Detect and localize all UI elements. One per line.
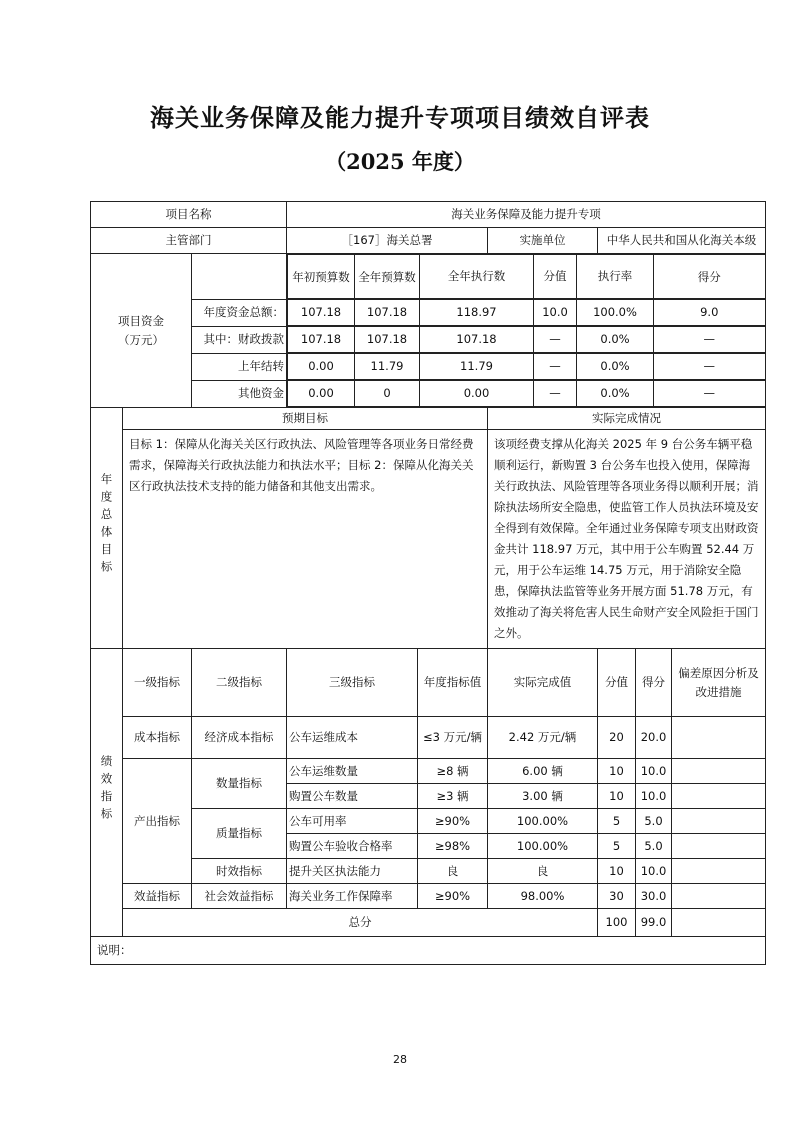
perf-l3: 公车可用率: [287, 809, 418, 834]
goals-expected-header: 预期目标: [123, 408, 488, 430]
goals-actual-header: 实际完成情况: [488, 408, 766, 430]
perf-header-actual: 实际完成值: [488, 649, 598, 717]
perf-l2: 社会效益指标: [192, 884, 287, 909]
funds-cell: —: [534, 327, 577, 353]
funds-header: 执行率: [577, 255, 654, 299]
perf-l3: 海关业务工作保障率: [287, 884, 418, 909]
impl-value: 中华人民共和国从化海关本级: [598, 228, 766, 254]
perf-header-l3: 三级指标: [287, 649, 418, 717]
funds-header: 全年执行数: [420, 255, 534, 299]
perf-header-score: 分值: [598, 649, 636, 717]
funds-cell: 107.18: [355, 327, 420, 353]
perf-reason: [672, 759, 766, 784]
funds-row-name: 其他资金: [192, 380, 287, 408]
funds-cell: 107.18: [288, 327, 355, 353]
funds-cell: 11.79: [420, 354, 534, 380]
funds-cell: —: [654, 327, 766, 353]
funds-cell: 0.0%: [577, 327, 654, 353]
funds-cell: 0.0%: [577, 381, 654, 407]
perf-header-got: 得分: [636, 649, 672, 717]
funds-header: 年初预算数: [288, 255, 355, 299]
total-score: 100: [598, 909, 636, 937]
perf-l2: 数量指标: [192, 759, 287, 809]
perf-l2: 时效指标: [192, 859, 287, 884]
funds-cell: 11.79: [355, 354, 420, 380]
perf-score: 5: [598, 809, 636, 834]
funds-row-wrap: [287, 326, 766, 353]
perf-reason: [672, 884, 766, 909]
funds-cell: 0.0%: [577, 354, 654, 380]
funds-header: 得分: [654, 255, 766, 299]
perf-actual: 6.00 辆: [488, 759, 598, 784]
document-subtitle: （2025 年度）: [325, 149, 475, 174]
perf-actual: 2.42 万元/辆: [488, 717, 598, 759]
funds-cell: —: [654, 381, 766, 407]
perf-l3: 购置公车数量: [287, 784, 418, 809]
perf-actual: 100.00%: [488, 834, 598, 859]
perf-l1: 成本指标: [123, 717, 192, 759]
funds-cell: 9.0: [654, 300, 766, 326]
perf-target: 良: [418, 859, 488, 884]
perf-score: 10: [598, 784, 636, 809]
funds-cell: 0.00: [420, 381, 534, 407]
funds-header: 分值: [534, 255, 577, 299]
perf-got: 30.0: [636, 884, 672, 909]
perf-l3: 公车运维数量: [287, 759, 418, 784]
funds-row-name: 年度资金总额：: [192, 299, 287, 326]
perf-reason: [672, 859, 766, 884]
perf-reason: [672, 809, 766, 834]
funds-label: 项目资金 （万元）: [91, 254, 192, 408]
goals-actual-text: 该项经费支撑从化海关 2025 年 9 台公务车辆平稳顺利运行，新购置 3 台公务车也投入使用，保障海关行政执法、风险管理等各项业务得以顺利开展；消除执法场所安全隐患，使监管工作人员执法环境及安全得到有效保障。全年通过业务保障专项支出财政资金共计 118.97 万元，其中用于公车购置 52.44 万元，用于公车运维 14.75 万元，用于消除安全隐患，保障执法监管等业务开展方面 51.78 万元，有效推动了海关将危害人民生命财产安全风险拒于国门之外。: [488, 430, 766, 649]
funds-cell: 118.97: [420, 300, 534, 326]
funds-cell: 10.0: [534, 300, 577, 326]
perf-header-target: 年度指标值: [418, 649, 488, 717]
funds-row-name: 上年结转: [192, 353, 287, 380]
perf-got: 10.0: [636, 784, 672, 809]
perf-target: ≥3 辆: [418, 784, 488, 809]
perf-reason: [672, 784, 766, 809]
perf-actual: 3.00 辆: [488, 784, 598, 809]
funds-cell: —: [534, 381, 577, 407]
perf-got: 20.0: [636, 717, 672, 759]
perf-got: 5.0: [636, 834, 672, 859]
perf-actual: 100.00%: [488, 809, 598, 834]
perf-actual: 98.00%: [488, 884, 598, 909]
dept-label: 主管部门: [91, 228, 287, 254]
funds-row-wrap: [287, 299, 766, 326]
funds-row-name: 其中：财政拨款: [192, 326, 287, 353]
total-label: 总分: [123, 909, 598, 937]
perf-l1: 产出指标: [123, 759, 192, 884]
funds-cell: —: [654, 354, 766, 380]
perf-reason: [672, 717, 766, 759]
perf-score: 10: [598, 759, 636, 784]
perf-l2: 经济成本指标: [192, 717, 287, 759]
funds-header: 全年预算数: [355, 255, 420, 299]
perf-got: 10.0: [636, 759, 672, 784]
dept-value: ［167］海关总署: [287, 228, 488, 254]
perf-header-l1: 一级指标: [123, 649, 192, 717]
document-title: 海关业务保障及能力提升专项项目绩效自评表: [150, 103, 650, 132]
page-number: 28: [393, 1053, 407, 1066]
funds-header-blank: [192, 254, 287, 300]
perf-got: 10.0: [636, 859, 672, 884]
funds-cell: 0.00: [288, 381, 355, 407]
perf-target: ≥8 辆: [418, 759, 488, 784]
evaluation-table: [90, 201, 766, 965]
funds-header-wrap: [287, 254, 766, 300]
perf-score: 5: [598, 834, 636, 859]
project-name-value: 海关业务保障及能力提升专项: [287, 202, 766, 228]
perf-score: 30: [598, 884, 636, 909]
funds-cell: —: [534, 354, 577, 380]
note: 说明：: [91, 937, 766, 965]
project-name-label: 项目名称: [91, 202, 287, 228]
perf-l3: 公车运维成本: [287, 717, 418, 759]
perf-got: 5.0: [636, 809, 672, 834]
perf-header-reason: 偏差原因分析及 改进措施: [672, 649, 766, 717]
funds-cell: 0.00: [288, 354, 355, 380]
funds-cell: 107.18: [355, 300, 420, 326]
perf-label: 绩效指标: [91, 649, 123, 937]
funds-row-wrap: [287, 380, 766, 408]
perf-score: 20: [598, 717, 636, 759]
perf-l2: 质量指标: [192, 809, 287, 859]
goals-label: 年度总体目标: [91, 408, 123, 649]
funds-cell: 107.18: [420, 327, 534, 353]
perf-actual: 良: [488, 859, 598, 884]
perf-l3: 提升关区执法能力: [287, 859, 418, 884]
perf-target: ≥90%: [418, 884, 488, 909]
perf-score: 10: [598, 859, 636, 884]
perf-target: ≤3 万元/辆: [418, 717, 488, 759]
perf-header-l2: 二级指标: [192, 649, 287, 717]
perf-l1: 效益指标: [123, 884, 192, 909]
perf-reason: [672, 834, 766, 859]
funds-row-wrap: [287, 353, 766, 380]
total-got: 99.0: [636, 909, 672, 937]
goals-expected-text: 目标 1：保障从化海关关区行政执法、风险管理等各项业务日常经费需求，保障海关行政执法能力和执法水平；目标 2：保障从化海关关区行政执法技术支持的能力储备和其他支出需求。: [123, 430, 488, 649]
funds-cell: 107.18: [288, 300, 355, 326]
perf-target: ≥90%: [418, 809, 488, 834]
perf-target: ≥98%: [418, 834, 488, 859]
total-reason: [672, 909, 766, 937]
perf-l3: 购置公车验收合格率: [287, 834, 418, 859]
funds-cell: 100.0%: [577, 300, 654, 326]
funds-cell: 0: [355, 381, 420, 407]
impl-label: 实施单位: [488, 228, 598, 254]
